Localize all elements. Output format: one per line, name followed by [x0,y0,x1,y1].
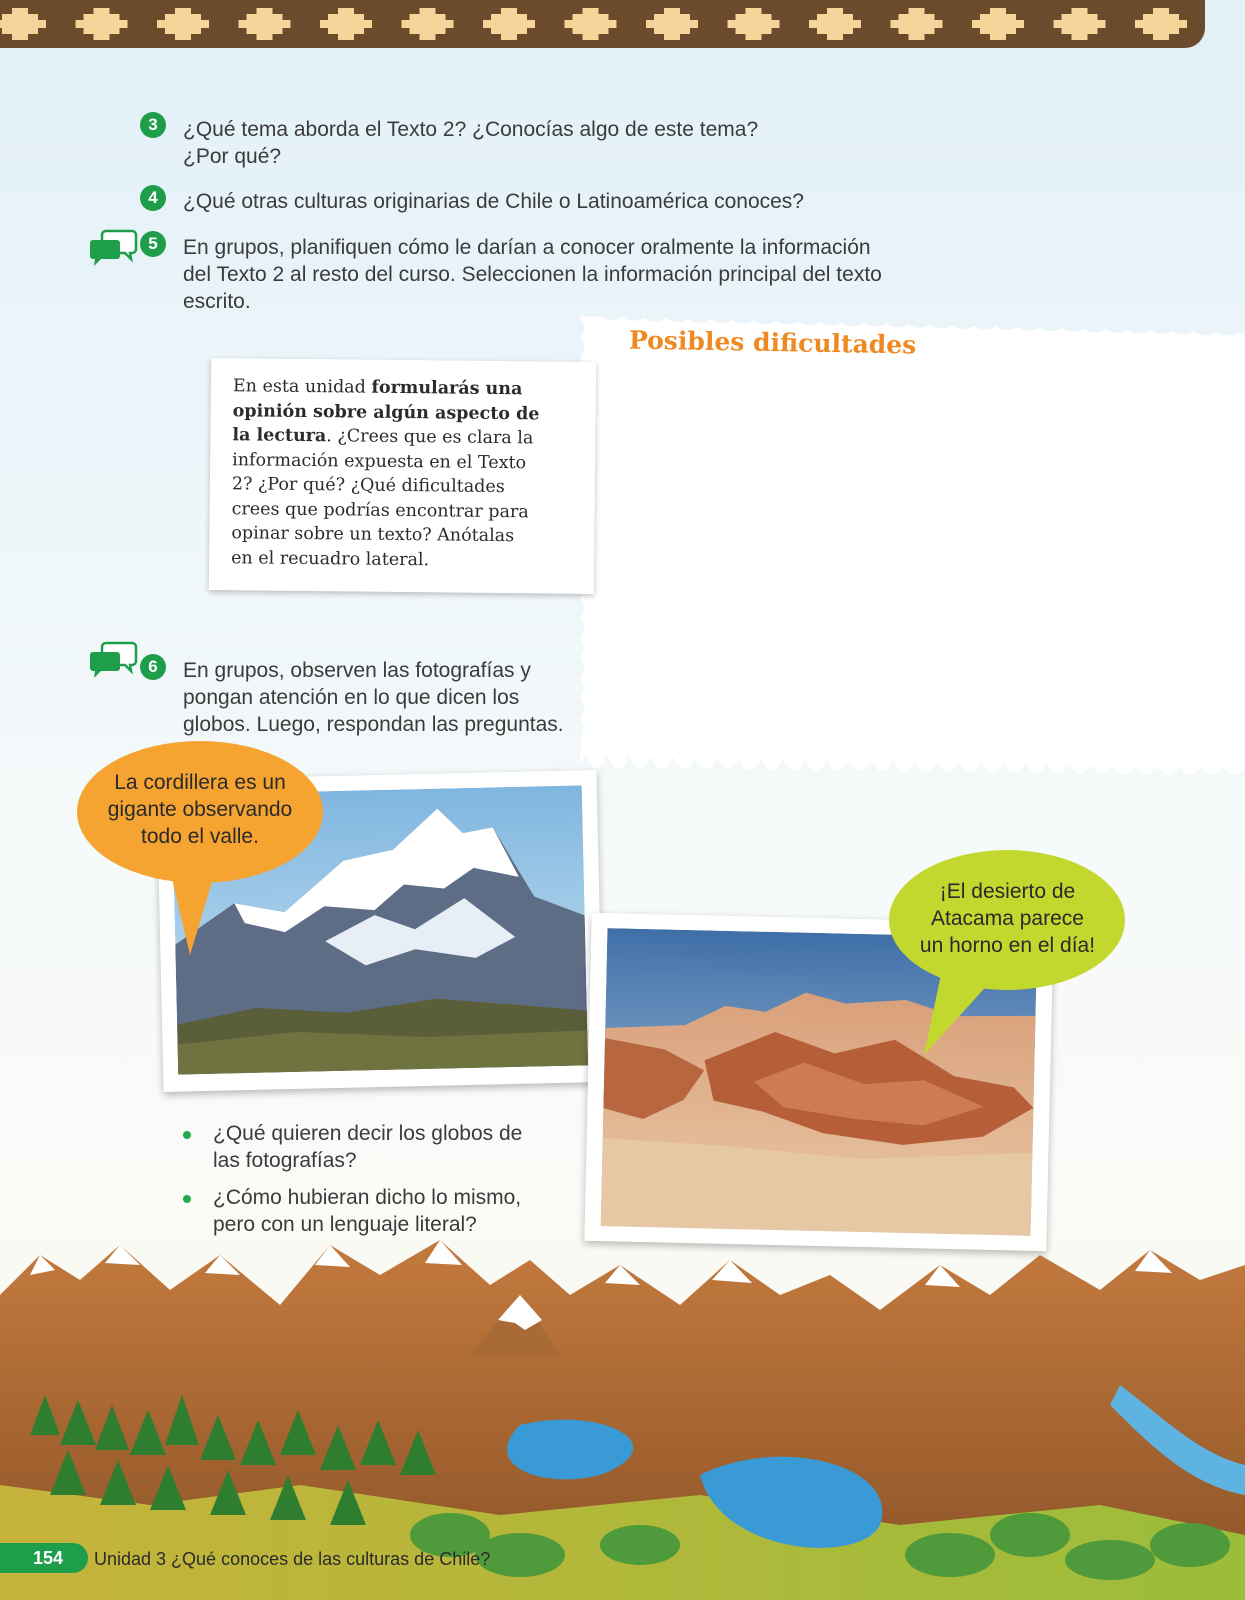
question-6-line1: En grupos, observen las fotografías y [183,659,531,682]
note-line-1b: formularás una [371,377,523,400]
question-3-line2: ¿Por qué? [183,145,282,168]
question-3-line1: ¿Qué tema aborda el Texto 2? ¿Conocías algo de este tema? [183,118,759,141]
band-motif [646,8,698,40]
panel-title: Posibles dificultades [628,325,917,360]
question-4-number: 4 [140,185,166,211]
note-line-2: opinión sobre algún aspecto de [232,400,540,424]
band-motif [1135,8,1187,40]
question-3-number: 3 [140,112,166,138]
question-4-line1: ¿Qué otras culturas originarias de Chile o Latinoamérica conoces? [183,190,804,213]
difficulties-panel[interactable] [580,308,1245,788]
question-5-number: 5 [140,231,166,257]
band-motif [402,8,454,40]
bullet-2-line1: ¿Cómo hubieran dicho lo mismo, [213,1186,522,1209]
bullet-1-line2: las fotografías? [213,1149,357,1172]
band-motif [157,8,209,40]
note-line-6: crees que podrías encontrar para [231,498,529,522]
chat-bubbles-icon [90,640,140,682]
page-number: 154 [32,1548,64,1568]
note-card [209,358,596,594]
top-decorative-band [0,0,1205,48]
mountain-bubble-line3: todo el valle. [141,825,259,848]
note-line [233,399,585,427]
desert-bubble-line3: un horno en el día! [919,934,1096,957]
question-6-line2: pongan atención en lo que dicen los [183,686,520,709]
band-motif [1054,8,1106,40]
desert-bubble-text [905,878,1110,959]
question-5-text [183,234,882,315]
desert-bubble-line1: ¡El desierto de [939,880,1076,903]
question-5-line2: del Texto 2 al resto del curso. Seleccionen la información principal del texto [183,263,882,286]
page-number-tab [0,1543,88,1573]
note-line-3a: la lectura [232,425,327,447]
band-motif [565,8,617,40]
note-line [233,374,585,402]
band-motif [728,8,780,40]
band-motif [483,8,535,40]
band-motif [76,8,128,40]
chat-bubbles-icon [90,228,140,270]
band-motif [320,8,372,40]
bullet-item-2 [213,1184,521,1238]
mountain-bubble-line1: La cordillera es un [114,771,286,794]
bullet-2-line2: pero con un lenguaje literal? [213,1213,477,1236]
mountain-bubble-text [90,769,310,850]
band-motif [239,8,291,40]
bullet-1-line1: ¿Qué quieren decir los globos de [213,1122,523,1145]
band-motif [809,8,861,40]
note-text [231,374,585,574]
question-4-text [183,188,804,215]
bullet-dot [183,1131,191,1139]
desert-bubble-line2: Atacama parece [931,907,1084,930]
unit-title: Unidad 3 ¿Qué conoces de las culturas de Chile? [94,1549,491,1569]
question-6-number: 6 [140,654,166,680]
note-line-3b: . ¿Crees que es clara la [326,426,534,449]
bullet-dot [183,1195,191,1203]
note-line [232,423,584,451]
question-6-text [183,657,564,738]
mountain-bubble-line2: gigante observando [107,798,293,821]
question-5-line1: En grupos, planifiquen cómo le darían a conocer oralmente la información [183,236,871,259]
bullet-item-1 [213,1120,522,1174]
band-motif [972,8,1024,40]
question-5-line3: escrito. [183,290,251,313]
question-6-line3: globos. Luego, respondan las preguntas. [183,713,564,736]
note-line-4: información expuesta en el Texto [232,449,527,473]
note-line-8: en el recuadro lateral. [231,547,430,570]
question-3-text [183,116,758,170]
note-line-7: opinar sobre un texto? Anótalas [231,523,515,547]
band-motif [0,8,46,40]
note-line-1a: En esta unidad [232,376,372,398]
band-motif [891,8,943,40]
band-pattern [0,0,1205,48]
note-line-5: 2? ¿Por qué? ¿Qué dificultades [231,474,505,498]
